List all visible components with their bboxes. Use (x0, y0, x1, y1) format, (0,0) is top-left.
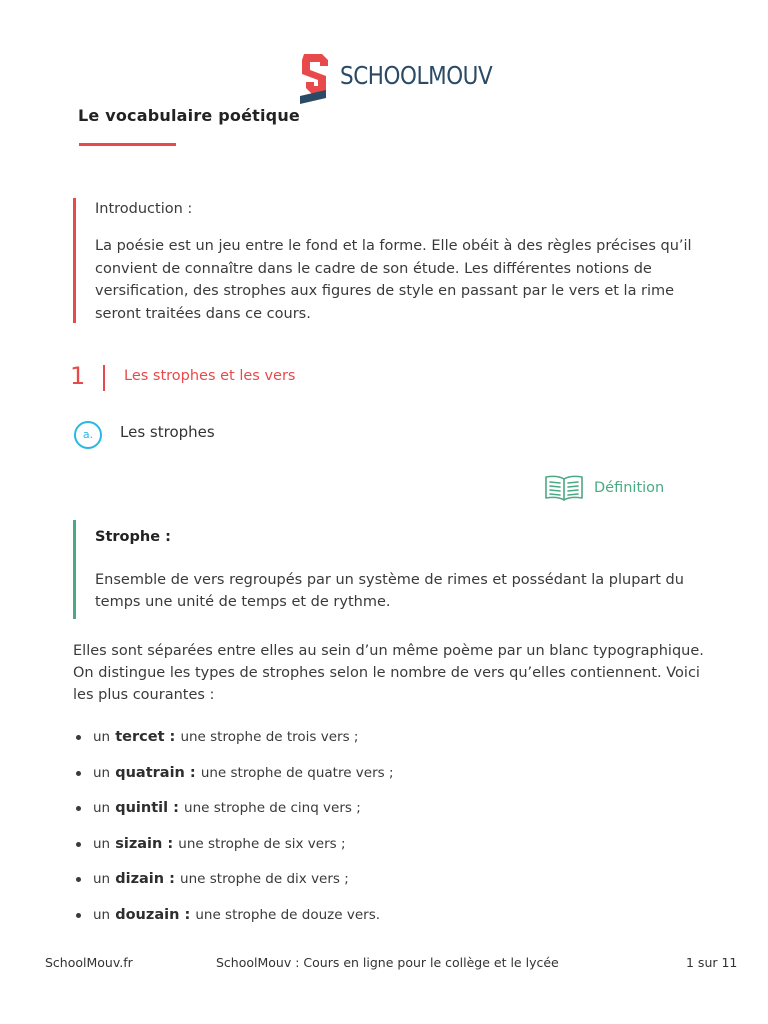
intro-text: La poésie est un jeu entre le fond et la forme. Elle obéit à des règles précises qu’il convient de connaître dans le cadre de son étude. Les différentes notions de versification, des strophes aux figures de style en passant par le vers et la rime seront traitées dans ce cours. (95, 238, 692, 322)
bullet-icon (76, 842, 81, 847)
list-item-description: une strophe de six vers ; (178, 835, 346, 852)
list-item (73, 726, 394, 762)
list-item-description: une strophe de dix vers ; (180, 871, 349, 888)
logo-wordmark: SCHOOLMOUV (340, 61, 493, 90)
list-item-description: une strophe de quatre vers ; (200, 764, 394, 781)
list-item-prefix: un (93, 729, 111, 745)
definition-term: Strophe : (95, 529, 171, 545)
footer-page-number: 1 sur 11 (686, 955, 738, 970)
list-item-term: douzain : (115, 906, 191, 923)
list-item-prefix: un (93, 835, 111, 852)
bullet-icon (76, 735, 81, 740)
definition-accent-bar (73, 520, 76, 619)
list-item-description: une strophe de cinq vers ; (184, 800, 361, 817)
list-item-prefix: un (93, 906, 111, 923)
list-item (73, 868, 394, 904)
list-item-description: une strophe de trois vers ; (180, 729, 359, 745)
list-item (73, 797, 394, 833)
schoolmouv-s-icon (298, 52, 334, 104)
intro-label: Introduction : (95, 201, 193, 217)
stanza-types-list (73, 726, 394, 940)
list-item (73, 762, 394, 798)
definition-tag: Définition (594, 480, 665, 496)
title-underline (79, 143, 176, 146)
subsection-marker: a. (74, 421, 102, 449)
intro-accent-bar (73, 198, 76, 323)
section-number: 1 (70, 362, 86, 390)
list-item-term: tercet : (115, 729, 176, 745)
subsection-title: Les strophes (120, 423, 215, 441)
bullet-icon (76, 877, 81, 882)
footer-site-link[interactable]: SchoolMouv.fr (45, 955, 133, 970)
definition-text: Ensemble de vers regroupés par un système de rimes et possédant la plupart du temps une unité de temps et de rythme. (95, 572, 684, 610)
list-item-prefix: un (93, 871, 111, 888)
bullet-icon (76, 771, 81, 776)
open-book-icon (543, 472, 585, 502)
list-item-term: sizain : (115, 835, 174, 852)
section-divider (103, 365, 105, 391)
bullet-icon (76, 806, 81, 811)
list-item (73, 833, 394, 869)
body-paragraph: Elles sont séparées entre elles au sein d’un même poème par un blanc typographique. On distingue les types de strophes selon le nombre de vers qu’elles contiennent. Voici les plus courantes : (73, 643, 704, 703)
footer-tagline: SchoolMouv : Cours en ligne pour le collège et le lycée (216, 955, 559, 970)
bullet-icon (76, 913, 81, 918)
section-title: Les strophes et les vers (124, 368, 296, 384)
schoolmouv-logo (298, 52, 493, 104)
list-item (73, 904, 394, 940)
document-title: Le vocabulaire poétique (78, 106, 300, 125)
list-item-prefix: un (93, 764, 111, 781)
list-item-term: quintil : (115, 800, 179, 817)
list-item-prefix: un (93, 800, 111, 817)
list-item-term: quatrain : (115, 764, 196, 781)
list-item-term: dizain : (115, 871, 175, 888)
list-item-description: une strophe de douze vers. (195, 906, 381, 923)
